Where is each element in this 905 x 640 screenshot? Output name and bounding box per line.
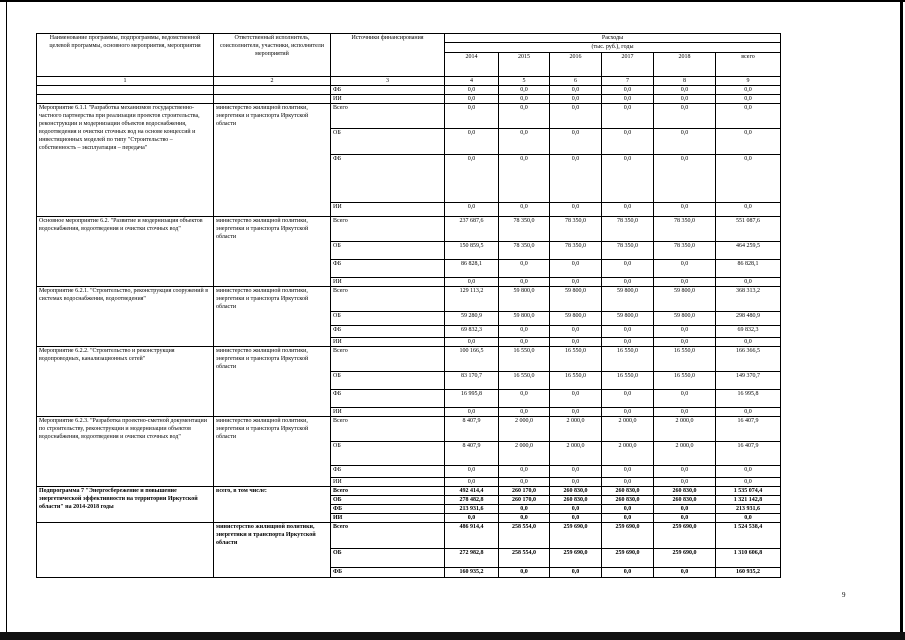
amount-cell: 0,0 [445,95,499,104]
funding-source-cell: ИИ [331,478,445,487]
amount-cell: 78 350,0 [499,242,550,260]
amount-cell: 0,0 [499,155,550,203]
amount-cell: 1 535 074,4 [716,487,781,496]
amount-cell: 16 407,9 [716,417,781,442]
table-row [37,95,781,104]
funding-source-cell: ОБ [331,242,445,260]
amount-cell: 260 830,0 [602,487,654,496]
column-index: 2 [214,77,331,86]
amount-cell: 0,0 [499,95,550,104]
amount-cell: 0,0 [716,95,781,104]
table-row [37,347,781,372]
funding-source-cell: ФБ [331,568,445,578]
amount-cell: 0,0 [654,408,716,417]
funding-source-cell: ИИ [331,278,445,287]
amount-cell: 260 830,0 [654,487,716,496]
table-row [37,487,781,496]
amount-cell: 1 321 142,8 [716,496,781,505]
amount-cell: 59 800,0 [550,312,602,326]
amount-cell: 160 935,2 [716,568,781,578]
funding-source-cell: Всего [331,417,445,442]
amount-cell: 0,0 [602,326,654,338]
amount-cell: 0,0 [602,95,654,104]
amount-cell: 0,0 [602,505,654,514]
amount-cell: 0,0 [499,466,550,478]
amount-cell: 0,0 [499,104,550,129]
executor-cell [214,86,331,95]
funding-source-cell: ФБ [331,260,445,278]
amount-cell: 213 931,6 [445,505,499,514]
amount-cell: 2 000,0 [602,417,654,442]
header-year: 2017 [602,53,654,77]
amount-cell: 0,0 [499,505,550,514]
scan-border-right [900,0,903,640]
scan-border-left [6,0,7,640]
amount-cell: 0,0 [716,514,781,523]
funding-source-cell: Всего [331,347,445,372]
amount-cell: 59 280,9 [445,312,499,326]
funding-source-cell: Всего [331,287,445,312]
amount-cell: 0,0 [654,514,716,523]
amount-cell: 0,0 [654,260,716,278]
funding-source-cell: ОБ [331,129,445,155]
funding-source-cell: ОБ [331,549,445,568]
program-name-cell: Основное мероприятие 6.2. "Развитие и модернизация объектов водоснабжения, водоотведения и очистки сточных вод" [37,217,214,287]
amount-cell: 59 800,0 [654,312,716,326]
amount-cell: 59 800,0 [499,287,550,312]
funding-source-cell: Всего [331,523,445,549]
amount-cell: 258 554,0 [499,549,550,568]
amount-cell: 272 982,8 [445,549,499,568]
executor-cell: министерство жилищной политики, энергетики и транспорта Иркутской области [214,347,331,417]
amount-cell: 0,0 [445,466,499,478]
program-name-cell: Мероприятие 6.2.3. "Разработка проектно-сметной документации по строительству, реконструкции и модернизации объектов водоснабжения, водоотведения и очистки сточных вод" [37,417,214,487]
table-row [37,287,781,312]
page-number: 9 [842,591,846,599]
amount-cell: 0,0 [654,478,716,487]
header-year: 2014 [445,53,499,77]
amount-cell: 78 350,0 [654,242,716,260]
amount-cell: 8 407,9 [445,442,499,466]
funding-source-cell: ИИ [331,338,445,347]
amount-cell: 0,0 [716,278,781,287]
amount-cell: 16 550,0 [654,372,716,390]
amount-cell: 0,0 [602,466,654,478]
amount-cell: 0,0 [499,203,550,217]
amount-cell: 0,0 [654,390,716,408]
column-index: 4 [445,77,499,86]
amount-cell: 2 000,0 [654,417,716,442]
amount-cell: 0,0 [499,260,550,278]
amount-cell: 260 830,0 [602,496,654,505]
amount-cell: 0,0 [654,203,716,217]
column-index: 8 [654,77,716,86]
amount-cell: 0,0 [654,129,716,155]
amount-cell: 0,0 [550,478,602,487]
column-index: 5 [499,77,550,86]
executor-cell: министерство жилищной политики, энергетики и транспорта Иркутской области [214,417,331,487]
amount-cell: 0,0 [654,338,716,347]
executor-cell [214,95,331,104]
amount-cell: 78 350,0 [602,217,654,242]
amount-cell: 486 914,4 [445,523,499,549]
amount-cell: 2 000,0 [550,442,602,466]
amount-cell: 160 935,2 [445,568,499,578]
column-index-row [37,77,781,86]
amount-cell: 0,0 [550,129,602,155]
funding-source-cell: ФБ [331,155,445,203]
amount-cell: 0,0 [654,326,716,338]
funding-source-cell: ОБ [331,442,445,466]
amount-cell: 129 113,2 [445,287,499,312]
amount-cell: 0,0 [499,86,550,95]
amount-cell: 0,0 [716,466,781,478]
amount-cell: 0,0 [602,478,654,487]
amount-cell: 86 828,1 [716,260,781,278]
header-units: (тыс. руб.), годы [445,43,781,53]
amount-cell: 0,0 [445,155,499,203]
header-year: 2016 [550,53,602,77]
amount-cell: 259 690,0 [602,549,654,568]
amount-cell: 59 800,0 [654,287,716,312]
amount-cell: 260 830,0 [550,496,602,505]
amount-cell: 2 000,0 [654,442,716,466]
amount-cell: 0,0 [550,155,602,203]
amount-cell: 259 690,0 [602,523,654,549]
amount-cell: 260 830,0 [550,487,602,496]
amount-cell: 0,0 [602,568,654,578]
amount-cell: 16 407,9 [716,442,781,466]
amount-cell: 0,0 [654,278,716,287]
amount-cell: 0,0 [602,390,654,408]
amount-cell: 0,0 [550,505,602,514]
funding-source-cell: ФБ [331,86,445,95]
amount-cell: 2 000,0 [499,417,550,442]
amount-cell: 0,0 [716,129,781,155]
amount-cell: 59 800,0 [550,287,602,312]
amount-cell: 0,0 [654,155,716,203]
amount-cell: 0,0 [550,278,602,287]
amount-cell: 259 690,0 [550,549,602,568]
amount-cell: 166 366,5 [716,347,781,372]
amount-cell: 2 000,0 [550,417,602,442]
amount-cell: 83 170,7 [445,372,499,390]
amount-cell: 0,0 [550,86,602,95]
amount-cell: 16 550,0 [654,347,716,372]
executor-cell: министерство жилищной политики, энергетики и транспорта Иркутской области [214,287,331,347]
amount-cell: 0,0 [654,86,716,95]
amount-cell: 0,0 [602,514,654,523]
table-row [37,523,781,549]
amount-cell: 16 550,0 [550,347,602,372]
amount-cell: 0,0 [602,260,654,278]
amount-cell: 259 690,0 [654,523,716,549]
executor-cell: всего, в том числе: [214,487,331,523]
amount-cell: 0,0 [445,408,499,417]
amount-cell: 258 554,0 [499,523,550,549]
amount-cell: 464 259,5 [716,242,781,260]
amount-cell: 1 524 538,4 [716,523,781,549]
table-row [37,86,781,95]
funding-source-cell: ИИ [331,95,445,104]
program-name-cell [37,95,214,104]
header-funding-source: Источники финансирования [331,34,445,77]
header-year: 2018 [654,53,716,77]
amount-cell: 16 995,8 [445,390,499,408]
amount-cell: 16 550,0 [499,347,550,372]
amount-cell: 0,0 [445,278,499,287]
amount-cell: 0,0 [716,478,781,487]
amount-cell: 368 313,2 [716,287,781,312]
amount-cell: 1 310 606,8 [716,549,781,568]
amount-cell: 78 350,0 [550,242,602,260]
amount-cell: 100 166,5 [445,347,499,372]
program-name-cell: Мероприятие 6.2.2. "Строительство и реконструкция водопроводных, канализационных сетей" [37,347,214,417]
amount-cell: 149 370,7 [716,372,781,390]
amount-cell: 0,0 [499,326,550,338]
amount-cell: 0,0 [550,466,602,478]
amount-cell: 492 414,4 [445,487,499,496]
program-name-cell: Мероприятие 6.2.1. "Строительство, реконструкция сооружений в системах водоснабжения, водоотведения" [37,287,214,347]
funding-source-cell: ФБ [331,505,445,514]
amount-cell: 78 350,0 [602,242,654,260]
amount-cell: 0,0 [499,408,550,417]
amount-cell: 0,0 [499,478,550,487]
amount-cell: 69 832,3 [716,326,781,338]
amount-cell: 16 550,0 [602,347,654,372]
program-name-cell: Подпрограмма 7 "Энергосбережение и повышение энергетической эффективности на территории Иркутской области" на 2014-2018 годы [37,487,214,523]
funding-source-cell: Всего [331,217,445,242]
header-program-name: Наименование программы, подпрограммы, ведомственной целевой программы, основного мероприятия, мероприятия [37,34,214,77]
amount-cell: 0,0 [550,338,602,347]
program-name-cell [37,86,214,95]
amount-cell: 0,0 [716,408,781,417]
amount-cell: 0,0 [550,408,602,417]
header-year: 2015 [499,53,550,77]
amount-cell: 16 550,0 [602,372,654,390]
amount-cell: 86 828,1 [445,260,499,278]
amount-cell: 0,0 [550,104,602,129]
amount-cell: 0,0 [716,338,781,347]
amount-cell: 2 000,0 [602,442,654,466]
amount-cell: 260 170,0 [499,496,550,505]
amount-cell: 0,0 [654,568,716,578]
amount-cell: 0,0 [445,129,499,155]
amount-cell: 0,0 [445,338,499,347]
amount-cell: 0,0 [602,155,654,203]
executor-cell: министерство жилищной политики, энергетики и транспорта Иркутской области [214,217,331,287]
column-index: 1 [37,77,214,86]
scan-border-bottom [0,632,905,640]
budget-table [36,33,781,578]
amount-cell: 0,0 [550,568,602,578]
amount-cell: 0,0 [716,203,781,217]
amount-cell: 260 830,0 [654,496,716,505]
amount-cell: 78 350,0 [654,217,716,242]
amount-cell: 0,0 [550,95,602,104]
executor-cell: министерство жилищной политики, энергетики и транспорта Иркутской области [214,104,331,217]
table-row [37,417,781,442]
amount-cell: 0,0 [445,86,499,95]
funding-source-cell: ИИ [331,203,445,217]
amount-cell: 0,0 [550,326,602,338]
amount-cell: 0,0 [499,129,550,155]
amount-cell: 16 995,8 [716,390,781,408]
amount-cell: 78 350,0 [550,217,602,242]
amount-cell: 16 550,0 [499,372,550,390]
header-year-total: всего [716,53,781,77]
funding-source-cell: ФБ [331,326,445,338]
amount-cell: 16 550,0 [550,372,602,390]
column-index: 7 [602,77,654,86]
program-name-cell [37,523,214,578]
amount-cell: 69 832,3 [445,326,499,338]
amount-cell: 237 687,6 [445,217,499,242]
program-name-cell: Мероприятие 6.1.1 "Разработка механизмов государственно-частного партнерства при реализации проектов строительства, реконструкции и модернизации объектов водоснабжения, водоотведения и очистки сточных вод на основе концессий и инвестиционных моделей по типу "Строительство – собственность – эксплуатация – передача" [37,104,214,217]
column-index: 6 [550,77,602,86]
amount-cell: 0,0 [602,203,654,217]
amount-cell: 298 480,9 [716,312,781,326]
amount-cell: 0,0 [445,104,499,129]
amount-cell: 59 800,0 [499,312,550,326]
amount-cell: 0,0 [654,466,716,478]
amount-cell: 78 350,0 [499,217,550,242]
amount-cell: 0,0 [550,203,602,217]
scan-border-top [0,0,905,2]
funding-source-cell: ИИ [331,514,445,523]
funding-source-cell: Всего [331,487,445,496]
amount-cell: 260 170,0 [499,487,550,496]
amount-cell: 0,0 [550,514,602,523]
amount-cell: 0,0 [445,203,499,217]
column-index: 9 [716,77,781,86]
amount-cell: 259 690,0 [550,523,602,549]
amount-cell: 0,0 [550,390,602,408]
funding-source-cell: ОБ [331,372,445,390]
amount-cell: 0,0 [499,278,550,287]
table-row [37,217,781,242]
amount-cell: 0,0 [602,408,654,417]
amount-cell: 0,0 [654,95,716,104]
funding-source-cell: ОБ [331,312,445,326]
amount-cell: 0,0 [550,260,602,278]
amount-cell: 259 690,0 [654,549,716,568]
amount-cell: 0,0 [602,278,654,287]
amount-cell: 0,0 [716,86,781,95]
funding-source-cell: ОБ [331,496,445,505]
amount-cell: 0,0 [445,514,499,523]
executor-cell: министерство жилищной политики, энергетики и транспорта Иркутской области [214,523,331,578]
amount-cell: 213 931,6 [716,505,781,514]
amount-cell: 278 482,8 [445,496,499,505]
amount-cell: 0,0 [499,338,550,347]
amount-cell: 2 000,0 [499,442,550,466]
amount-cell: 8 407,9 [445,417,499,442]
amount-cell: 551 087,6 [716,217,781,242]
amount-cell: 0,0 [499,390,550,408]
amount-cell: 0,0 [602,104,654,129]
table-row [37,104,781,129]
amount-cell: 0,0 [716,104,781,129]
amount-cell: 0,0 [654,104,716,129]
funding-source-cell: ИИ [331,408,445,417]
funding-source-cell: ФБ [331,466,445,478]
funding-source-cell: Всего [331,104,445,129]
amount-cell: 0,0 [654,505,716,514]
amount-cell: 0,0 [445,478,499,487]
funding-source-cell: ФБ [331,390,445,408]
amount-cell: 0,0 [499,568,550,578]
amount-cell: 59 800,0 [602,312,654,326]
amount-cell: 0,0 [716,155,781,203]
header-expenses: Расходы [445,34,781,43]
amount-cell: 0,0 [499,514,550,523]
amount-cell: 150 859,5 [445,242,499,260]
amount-cell: 0,0 [602,129,654,155]
amount-cell: 0,0 [602,338,654,347]
header-executor: Ответственный исполнитель, соисполнители, участники, исполнители мероприятий [214,34,331,77]
amount-cell: 0,0 [602,86,654,95]
amount-cell: 59 800,0 [602,287,654,312]
column-index: 3 [331,77,445,86]
